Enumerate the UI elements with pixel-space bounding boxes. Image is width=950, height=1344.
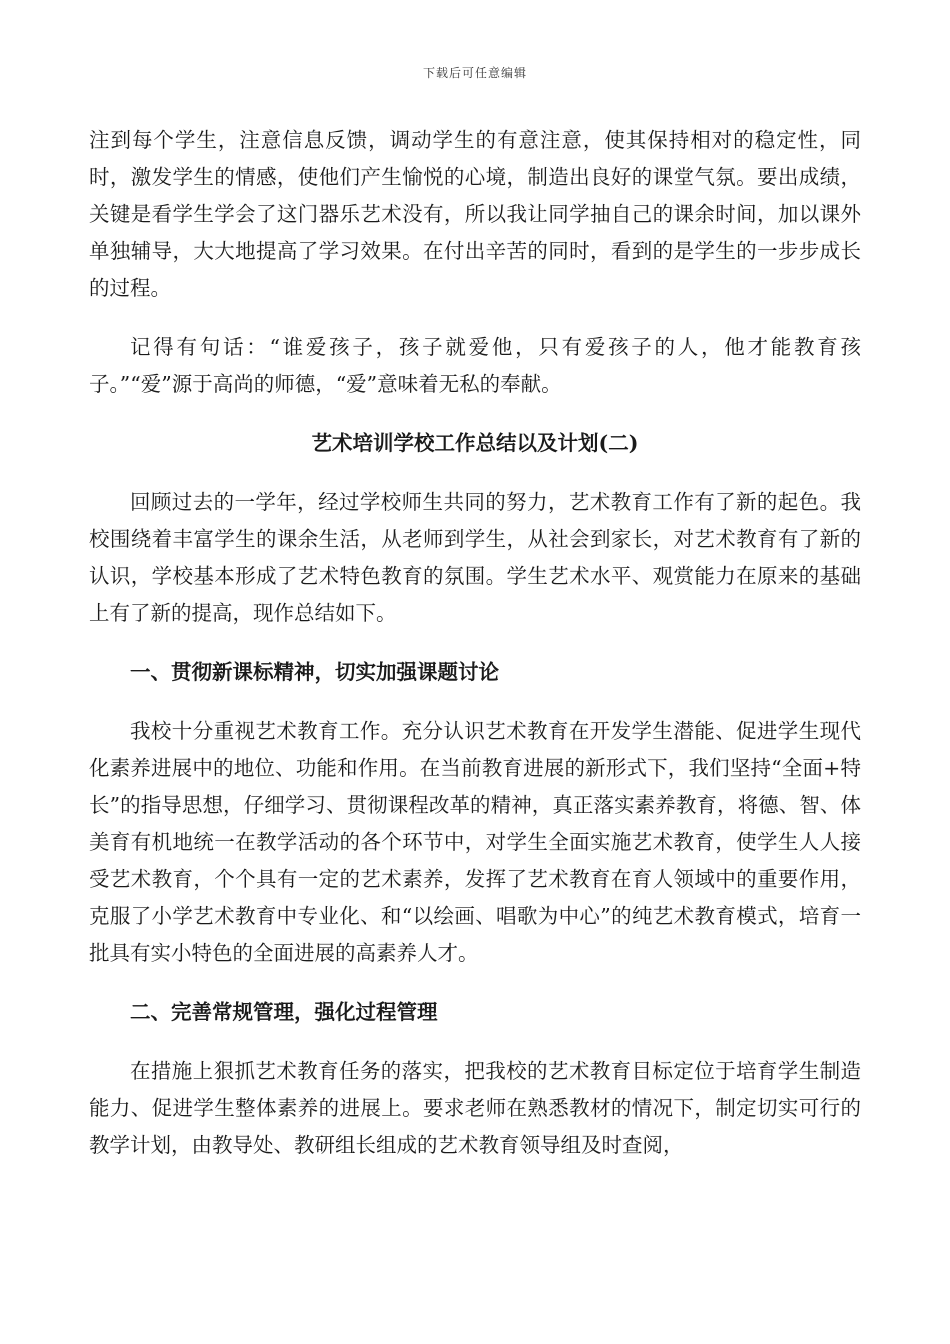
document-title: 艺术培训学校工作总结以及计划(二) — [311, 431, 639, 455]
section-heading-2: 二、完善常规管理，强化过程管理 — [130, 1000, 438, 1024]
paragraph-section-1: 我校十分重视艺术教育工作。充分认识艺术教育在开发学生潜能、促进学生现代化素养进展中的地位、功能和作用。在当前教育进展的新形式下，我们坚持“全面+特长”的指导思想，仔细学习、贯彻课程改革的精神，真正落实素养教育，将德、智、体美育有机地统一在教学活动的各个环节中，对学生全面实施艺术教育，使学生人人接受艺术教育，个个具有一定的艺术素养，发挥了艺术教育在育人领域中的重要作用，克服了小学艺术教育中专业化、和“以绘画、唱歌为中心”的纯艺术教育模式，培育一批具有实小特色的全面进展的高素养人才。 — [89, 719, 861, 965]
paragraph-review: 回顾过去的一学年，经过学校师生共同的努力，艺术教育工作有了新的起色。我校围绕着丰富学生的课余生活，从老师到学生，从社会到家长，对艺术教育有了新的认识，学校基本形成了艺术特色教育的氛围。学生艺术水平、观赏能力在原来的基础上有了新的提高，现作总结如下。 — [89, 490, 861, 625]
page-header: 下载后可任意编辑 — [422, 66, 527, 80]
document-body — [89, 122, 861, 1186]
paragraph-continued: 注到每个学生，注意信息反馈，调动学生的有意注意，使其保持相对的稳定性，同时，激发学生的情感，使他们产生愉悦的心境，制造出良好的课堂气氛。要出成绩，关键是看学生学会了这门器乐艺术没有，所以我让同学抽自己的课余时间，加以课外单独辅导，大大地提高了学习效果。在付出辛苦的同时，看到的是学生的一步步成长的过程。 — [89, 128, 861, 300]
paragraph-quote: 记得有句话：“谁爱孩子，孩子就爱他，只有爱孩子的人，他才能教育孩子。”“爱”源于高尚的师德，“爱”意味着无私的奉献。 — [89, 335, 861, 396]
paragraph-section-2: 在措施上狠抓艺术教育任务的落实，把我校的艺术教育目标定位于培育学生制造能力、促进学生整体素养的进展上。要求老师在熟悉教材的情况下，制定切实可行的教学计划，由教导处、教研组长组成的艺术教育领导组及时查阅， — [89, 1059, 861, 1157]
section-heading-1: 一、贯彻新课标精神，切实加强课题讨论 — [130, 660, 499, 684]
